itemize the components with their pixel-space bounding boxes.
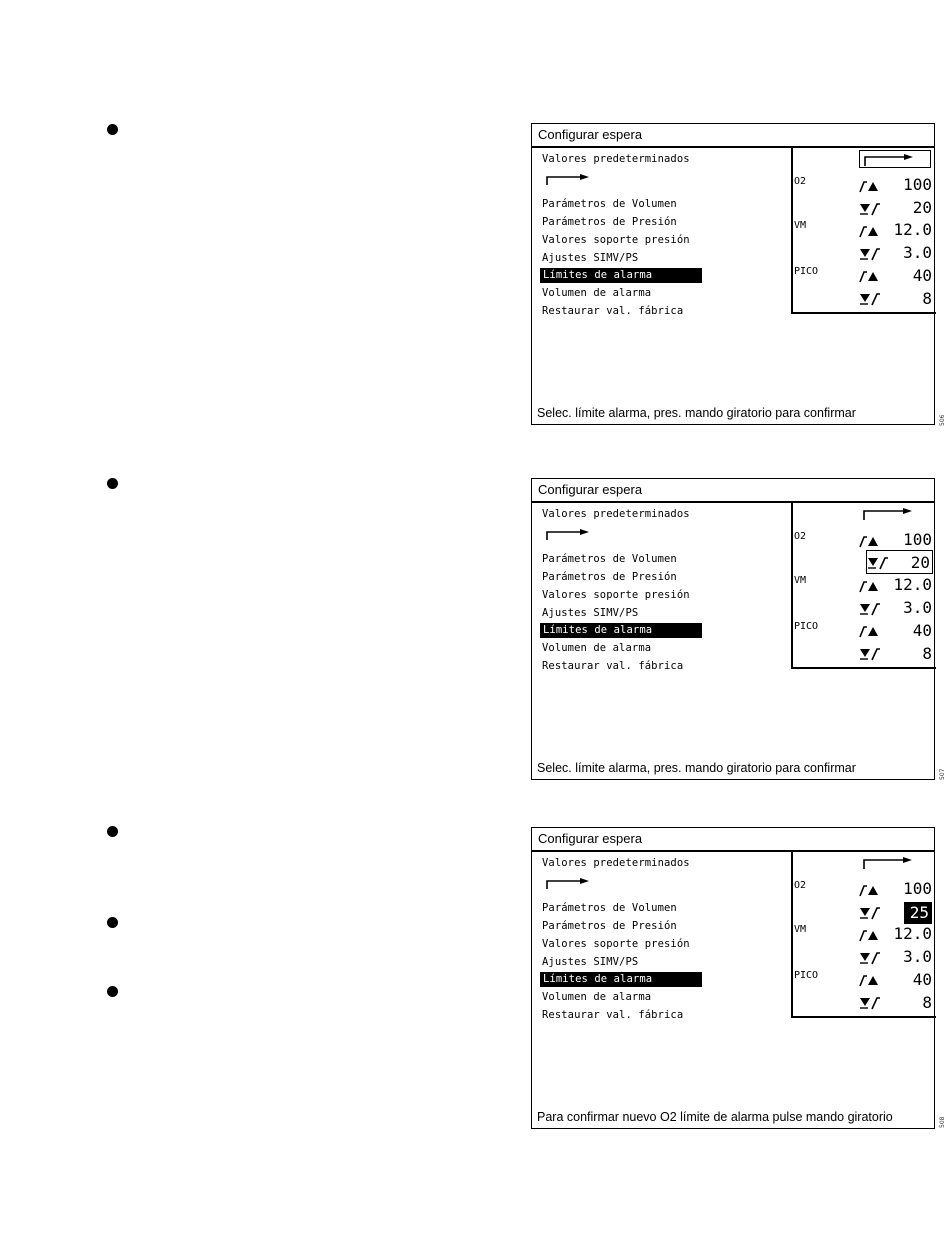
figure-number: 506 [939, 414, 946, 426]
figure-number: 508 [939, 1116, 946, 1128]
screen-title: Configurar espera [532, 479, 934, 503]
menu-item-factory-reset[interactable]: Restaurar val. fábrica [542, 1009, 684, 1021]
peak-lower-value[interactable]: 8 [922, 993, 932, 1012]
vm-lower-value[interactable]: 3.0 [903, 243, 932, 262]
panel-arrow-selector[interactable] [859, 505, 931, 523]
menu-item-factory-reset[interactable]: Restaurar val. fábrica [542, 305, 684, 317]
menu-item-simv-ps[interactable]: Ajustes SIMV/PS [542, 252, 639, 264]
right-arrow-icon [863, 856, 913, 870]
bullet [107, 478, 118, 489]
peak-lower-value[interactable]: 8 [922, 289, 932, 308]
peak-upper-value[interactable]: 40 [912, 970, 932, 989]
lower-limit-icon [859, 247, 881, 261]
peak-upper-value[interactable]: 40 [912, 266, 932, 285]
screen-title: Configurar espera [532, 828, 934, 852]
lower-limit-icon [859, 292, 881, 306]
status-message: Para confirmar nuevo O2 límite de alarma pulse mando giratorio [537, 1110, 893, 1124]
status-message: Selec. límite alarma, pres. mando giratorio para confirmar [537, 761, 856, 775]
peak-lower-value[interactable]: 8 [922, 644, 932, 663]
lower-limit-icon [859, 996, 881, 1010]
lower-limit-icon [867, 556, 889, 570]
right-arrow-icon [864, 153, 914, 167]
menu-item-alarm-limits[interactable]: Límites de alarma [540, 972, 702, 987]
alarm-limits-panel [791, 148, 936, 314]
o2-upper-value[interactable]: 100 [903, 530, 932, 549]
o2-label: O2 [794, 176, 807, 187]
vm-upper-value[interactable]: 12.0 [893, 220, 932, 239]
bullet [107, 124, 118, 135]
upper-limit-icon [859, 973, 881, 987]
vm-upper-value[interactable]: 12.0 [893, 575, 932, 594]
vm-label: VM [794, 924, 807, 935]
menu-item-volume-params[interactable]: Parámetros de Volumen [542, 553, 677, 565]
o2-upper-value[interactable]: 100 [903, 879, 932, 898]
upper-limit-icon [859, 269, 881, 283]
standby-screen-1 [531, 123, 935, 425]
screen-title: Configurar espera [532, 124, 934, 148]
upper-limit-icon [859, 579, 881, 593]
upper-limit-icon [859, 883, 881, 897]
upper-limit-icon [859, 534, 881, 548]
o2-label: O2 [794, 880, 807, 891]
peak-upper-value[interactable]: 40 [912, 621, 932, 640]
upper-limit-icon [859, 179, 881, 193]
menu-item-volume-params[interactable]: Parámetros de Volumen [542, 198, 677, 210]
menu-item-pressure-support[interactable]: Valores soporte presión [542, 234, 690, 246]
menu-item-default-values[interactable]: Valores predeterminados [542, 508, 690, 520]
menu-item-pressure-support[interactable]: Valores soporte presión [542, 938, 690, 950]
o2-lower-value-text: 20 [910, 553, 930, 572]
vm-label: VM [794, 220, 807, 231]
bullet [107, 826, 118, 837]
vm-upper-value[interactable]: 12.0 [893, 924, 932, 943]
panel-arrow-selector[interactable] [859, 150, 931, 168]
alarm-limits-panel [791, 503, 936, 669]
menu-item-default-values[interactable]: Valores predeterminados [542, 857, 690, 869]
vm-lower-value[interactable]: 3.0 [903, 947, 932, 966]
menu-item-alarm-limits[interactable]: Límites de alarma [540, 268, 702, 283]
peak-label: PICO [794, 970, 819, 981]
vm-label: VM [794, 575, 807, 586]
upper-limit-icon [859, 928, 881, 942]
standby-screen-2 [531, 478, 935, 780]
lower-limit-icon [859, 951, 881, 965]
menu-item-simv-ps[interactable]: Ajustes SIMV/PS [542, 956, 639, 968]
menu-item-alarm-limits[interactable]: Límites de alarma [540, 623, 702, 638]
menu-item-alarm-volume[interactable]: Volumen de alarma [542, 991, 652, 1003]
lower-limit-icon [859, 202, 881, 216]
o2-label: O2 [794, 531, 807, 542]
menu-item-pressure-params[interactable]: Parámetros de Presión [542, 216, 677, 228]
menu-item-pressure-params[interactable]: Parámetros de Presión [542, 920, 677, 932]
o2-lower-value[interactable]: 25 [904, 902, 932, 924]
right-arrow-icon [546, 878, 590, 890]
o2-lower-value[interactable]: 20 [912, 198, 932, 217]
status-message: Selec. límite alarma, pres. mando giratorio para confirmar [537, 406, 856, 420]
menu-item-pressure-support[interactable]: Valores soporte presión [542, 589, 690, 601]
bullet [107, 917, 118, 928]
lower-limit-icon [859, 602, 881, 616]
right-arrow-icon [863, 507, 913, 521]
peak-label: PICO [794, 621, 819, 632]
menu-item-default-values[interactable]: Valores predeterminados [542, 153, 690, 165]
peak-label: PICO [794, 266, 819, 277]
figure-number: 507 [939, 768, 946, 780]
bullet [107, 986, 118, 997]
right-arrow-icon [546, 174, 590, 186]
upper-limit-icon [859, 624, 881, 638]
panel-arrow-selector[interactable] [859, 854, 931, 872]
vm-lower-value[interactable]: 3.0 [903, 598, 932, 617]
upper-limit-icon [859, 224, 881, 238]
menu-item-pressure-params[interactable]: Parámetros de Presión [542, 571, 677, 583]
right-arrow-icon [546, 529, 590, 541]
menu-item-factory-reset[interactable]: Restaurar val. fábrica [542, 660, 684, 672]
lower-limit-icon [859, 906, 881, 920]
menu-item-alarm-volume[interactable]: Volumen de alarma [542, 287, 652, 299]
menu-item-simv-ps[interactable]: Ajustes SIMV/PS [542, 607, 639, 619]
menu-item-volume-params[interactable]: Parámetros de Volumen [542, 902, 677, 914]
o2-lower-value[interactable] [866, 550, 933, 574]
standby-screen-3 [531, 827, 935, 1129]
menu-item-alarm-volume[interactable]: Volumen de alarma [542, 642, 652, 654]
o2-upper-value[interactable]: 100 [903, 175, 932, 194]
alarm-limits-panel [791, 852, 936, 1018]
lower-limit-icon [859, 647, 881, 661]
